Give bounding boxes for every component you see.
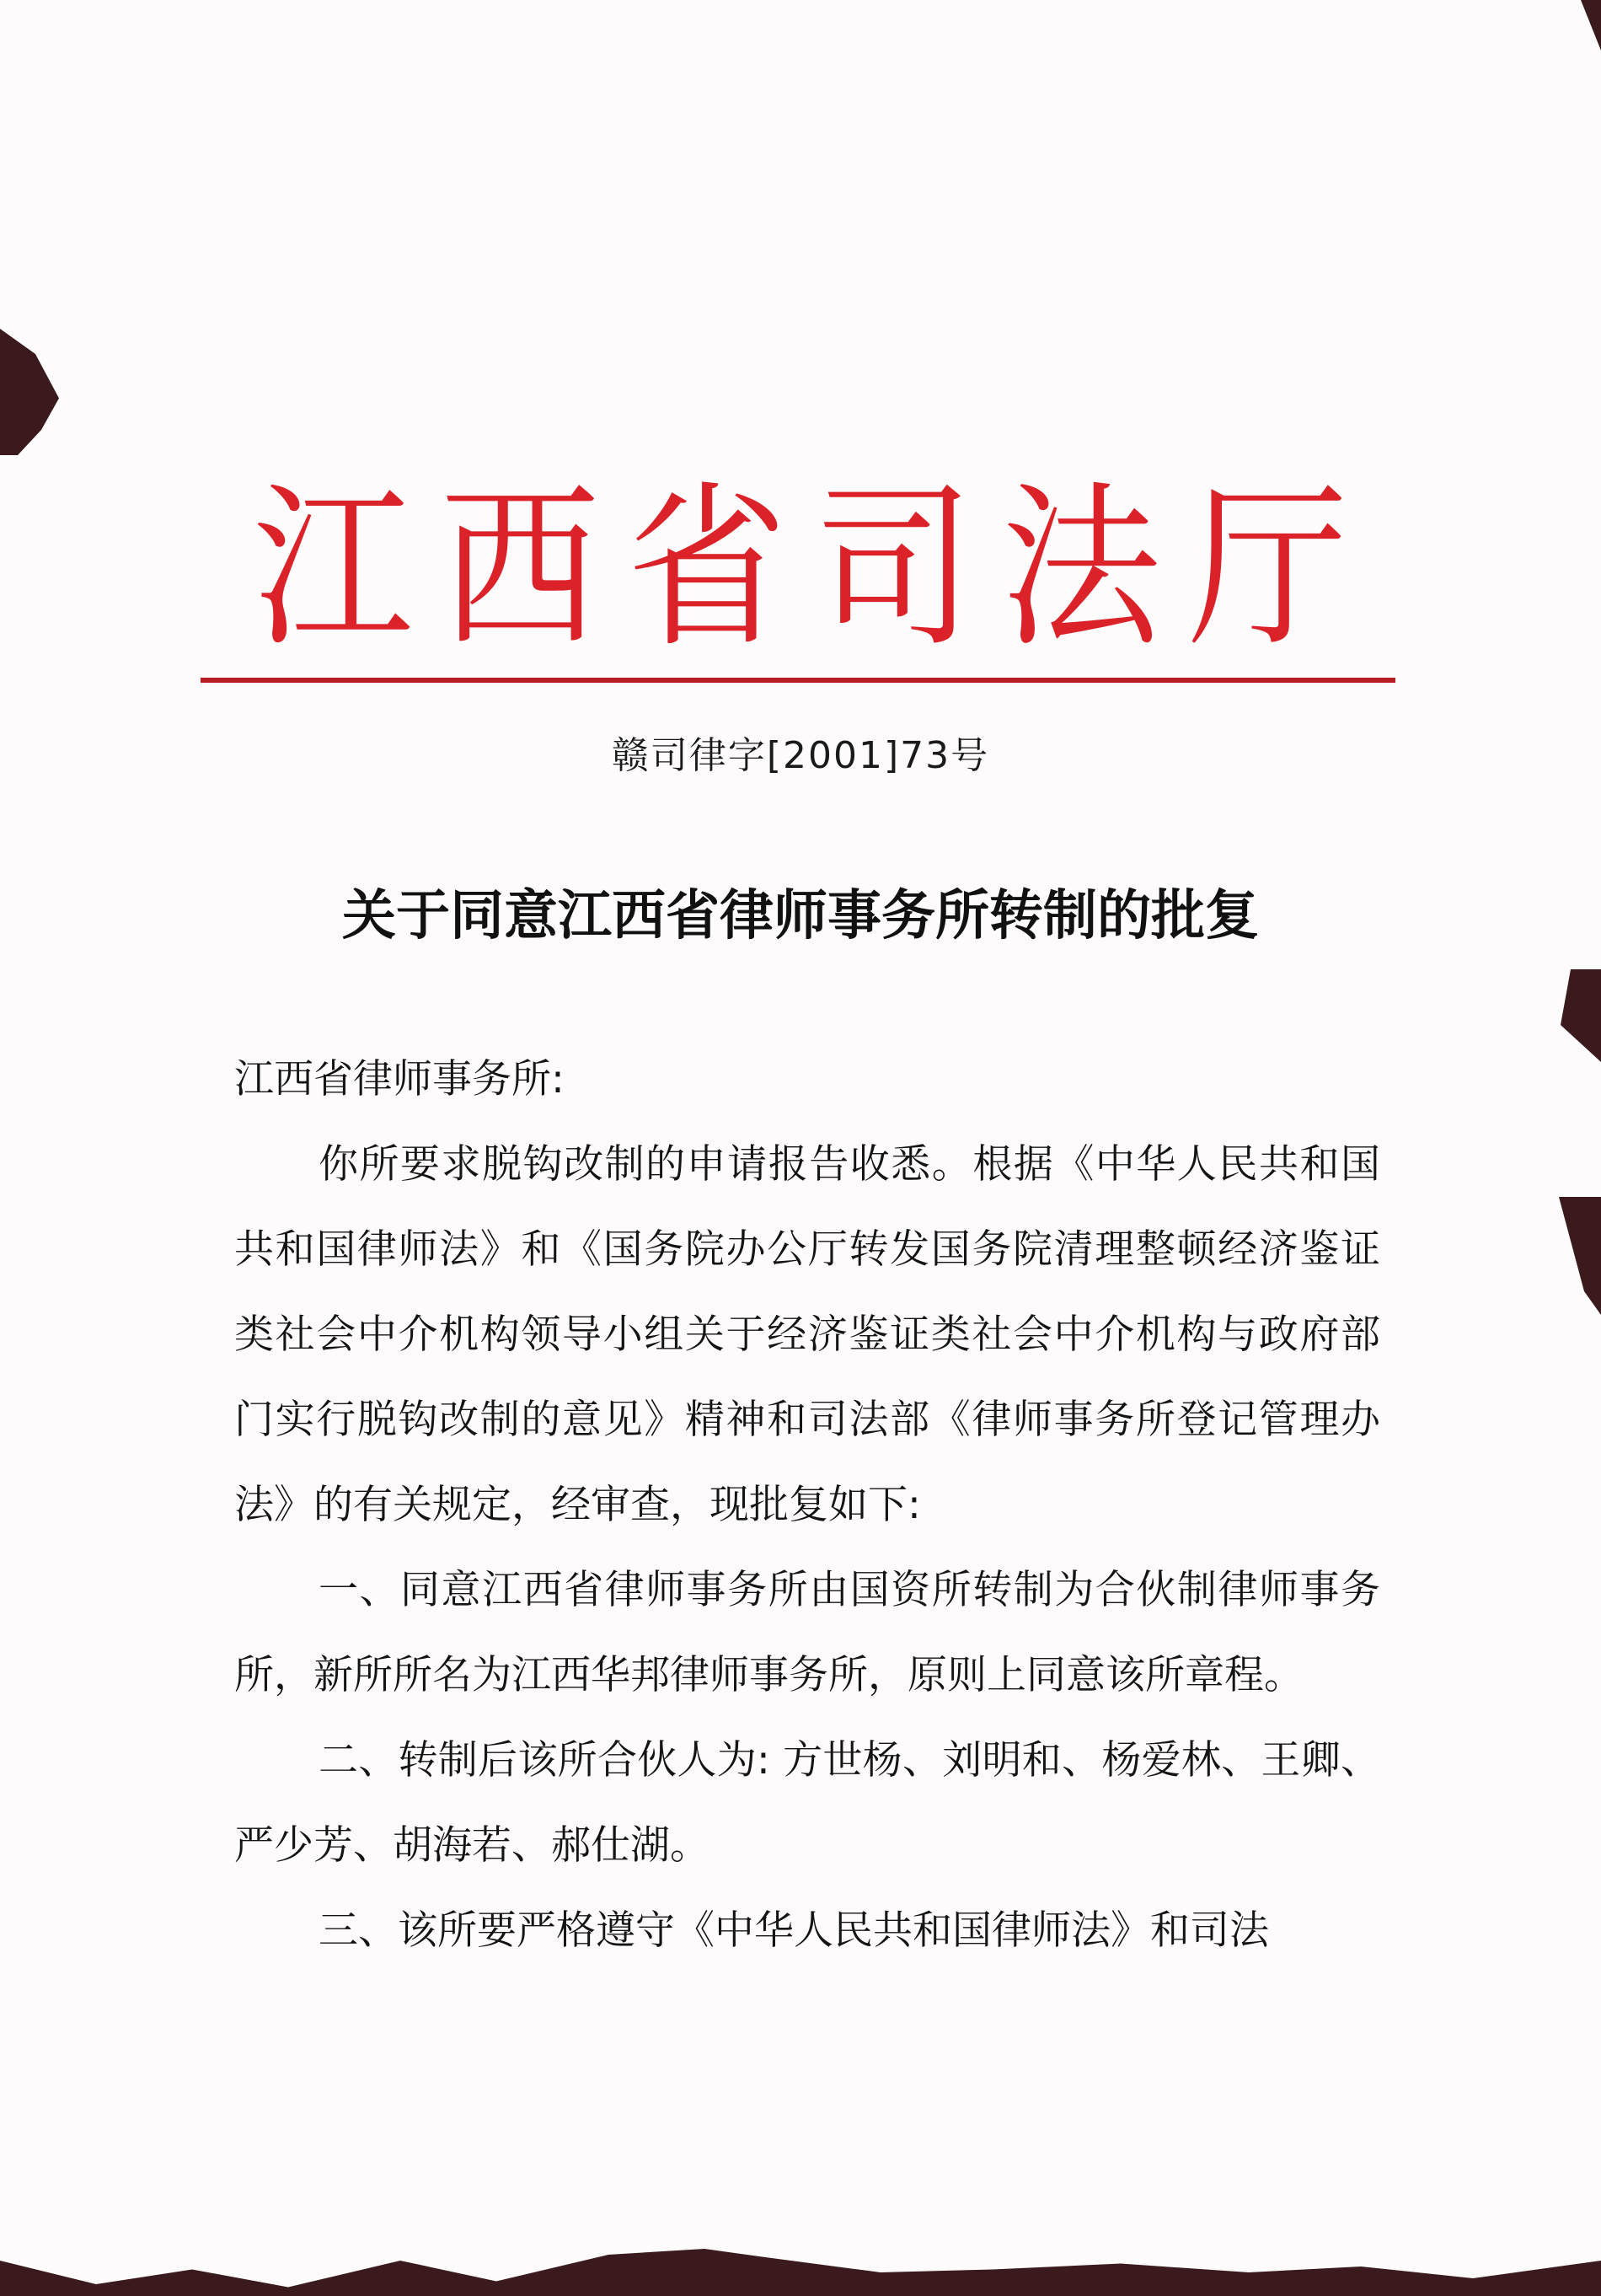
- document-number: 赣司律字[2001]73号: [611, 734, 990, 777]
- paragraph-intro: 你所要求脱钩改制的申请报告收悉。根据《中华人民共和国共和国律师法》和《国务院办公厅转发国务院清理整顿经济鉴证类社会中介机构领导小组关于经济鉴证类社会中介机构与政府部门实行脱钩改制的意见》精神和司法部《律师事务所登记管理办法》的有关规定，经审查，现批复如下:: [234, 1141, 1380, 1528]
- paragraph-item-3: 三、该所要严格遵守《中华人民共和国律师法》和司法: [319, 1907, 1269, 1954]
- header-red-rule: [201, 678, 1395, 683]
- issuer-char: 司: [813, 465, 974, 671]
- issuer-char: 厅: [1187, 465, 1348, 671]
- document-title: 关于同意江西省律师事务所转制的批复: [342, 885, 1259, 947]
- issuer-char: 江: [253, 465, 414, 671]
- document-body: [234, 1037, 1380, 1973]
- issuer-char: 法: [1000, 465, 1161, 671]
- issuer-char: 省: [626, 465, 787, 671]
- salutation: 江西省律师事务所:: [234, 1056, 565, 1102]
- issuer-char: 西: [439, 465, 600, 671]
- paragraph-item-2: 二、转制后该所合伙人为: 方世杨、刘明和、杨爱林、王卿、严少芳、胡海若、郝仕湖。: [234, 1737, 1380, 1869]
- issuer-header: [253, 465, 1348, 671]
- paragraph-item-1: 一、同意江西省律师事务所由国资所转制为合伙制律师事务所，新所所名为江西华邦律师事务所，原则上同意该所章程。: [234, 1567, 1380, 1698]
